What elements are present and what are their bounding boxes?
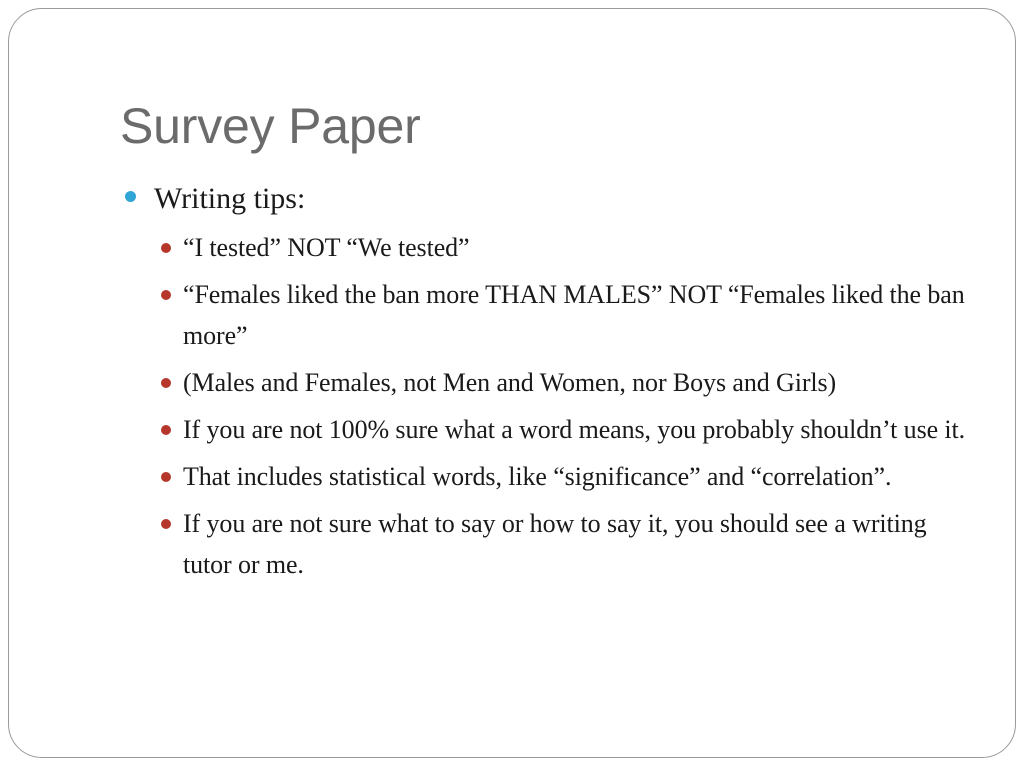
- sub-bullet-item: [120, 362, 980, 403]
- bullet-dot-icon: [161, 472, 171, 482]
- sub-bullet-text: (Males and Females, not Men and Women, nor Boys and Girls): [183, 368, 837, 397]
- sub-bullet-text: “I tested” NOT “We tested”: [183, 233, 470, 262]
- sub-bullet-item: [120, 503, 980, 585]
- bullet-item: [120, 179, 980, 219]
- bullet-dot-icon: [161, 243, 171, 253]
- slide-title: Survey Paper: [120, 98, 421, 154]
- bullet-dot-icon: [125, 191, 136, 202]
- sub-bullet-list: [120, 227, 980, 585]
- sub-bullet-item: [120, 456, 980, 497]
- sub-bullet-item: [120, 274, 980, 356]
- bullet-dot-icon: [161, 519, 171, 529]
- sub-bullet-item: [120, 409, 980, 450]
- sub-bullet-text: “Females liked the ban more THAN MALES” NOT “Females liked the ban more”: [183, 280, 965, 350]
- slide-body: [120, 179, 980, 591]
- bullet-dot-icon: [161, 425, 171, 435]
- sub-bullet-text: That includes statistical words, like “significance” and “correlation”.: [183, 462, 892, 491]
- bullet-text: Writing tips:: [154, 182, 306, 215]
- sub-bullet-text: If you are not sure what to say or how to say it, you should see a writing tutor or me.: [183, 509, 927, 579]
- bullet-dot-icon: [161, 378, 171, 388]
- sub-bullet-item: [120, 227, 980, 268]
- bullet-dot-icon: [161, 290, 171, 300]
- slide-frame: [8, 8, 1016, 758]
- sub-bullet-text: If you are not 100% sure what a word means, you probably shouldn’t use it.: [183, 415, 966, 444]
